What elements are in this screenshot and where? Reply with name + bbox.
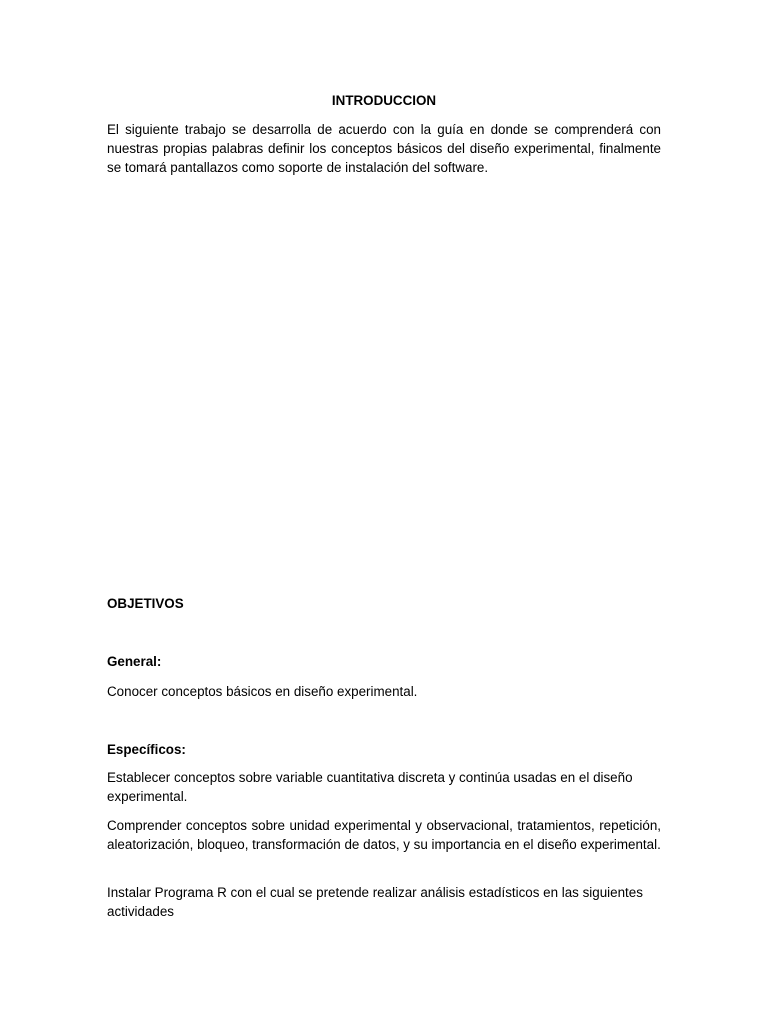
specific-heading: Específicos: xyxy=(107,742,186,757)
specific-objective-item: Comprender conceptos sobre unidad experimental y observacional, tratamientos, repetición, aleatorización, bloqueo, transformación de datos, y su importancia en el diseño experimental. xyxy=(107,818,661,852)
specific-objective-item: Instalar Programa R con el cual se pretende realizar análisis estadísticos en las siguientes actividades xyxy=(107,885,643,919)
intro-paragraph: El siguiente trabajo se desarrolla de acuerdo con la guía en donde se comprenderá con nuestras propias palabras definir los conceptos básicos del diseño experimental, finalmente se tomará pantallazos como soporte de instalación del software. xyxy=(107,122,661,175)
general-objective-text: Conocer conceptos básicos en diseño experimental. xyxy=(107,684,418,699)
objectives-heading: OBJETIVOS xyxy=(107,596,184,611)
general-heading: General: xyxy=(107,654,162,669)
specific-objective-item: Establecer conceptos sobre variable cuantitativa discreta y continúa usadas en el diseño experimental. xyxy=(107,770,633,804)
page-title: INTRODUCCION xyxy=(331,93,437,108)
